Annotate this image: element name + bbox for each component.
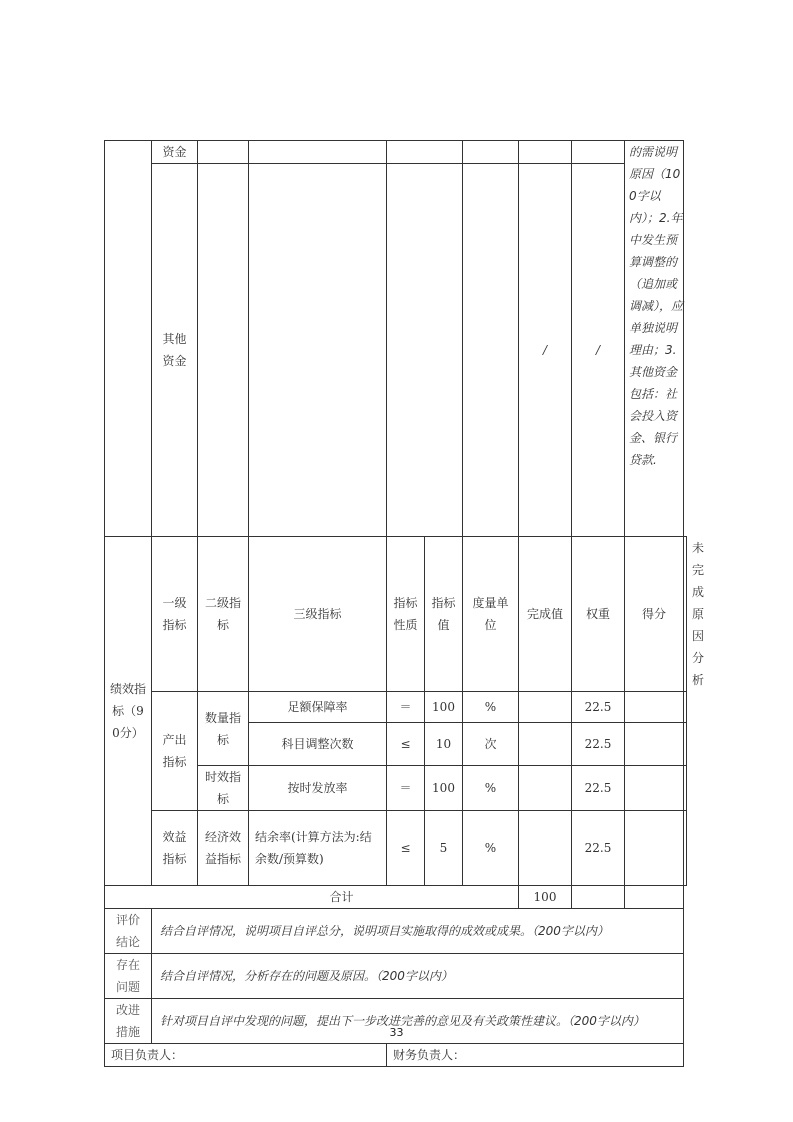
- target-value: 100: [425, 766, 463, 811]
- header-done: 完成值: [519, 537, 572, 692]
- indicator-row: [105, 692, 687, 723]
- page-number: 33: [389, 1026, 404, 1039]
- weight-value: 22.5: [572, 766, 625, 811]
- weight-value: 22.5: [572, 692, 625, 723]
- header-unit: 度量单位: [463, 537, 519, 692]
- done-value: [519, 723, 572, 766]
- level3-text: 科目调整次数: [249, 723, 387, 766]
- header-nature: 指标性质: [387, 537, 425, 692]
- done-value: [519, 766, 572, 811]
- reason-value: [684, 811, 687, 886]
- level3-text: 按时发放率: [249, 766, 387, 811]
- done-value: [519, 692, 572, 723]
- done-value: [519, 811, 572, 886]
- funds-note: 的需说明原因（100字以内）；2.年中发生预算调整的（追加或调减），应单独说明理由；3.其他资金包括：社会投入资金、银行贷款.: [625, 141, 684, 537]
- total-label: 合计: [105, 886, 519, 909]
- unit-value: %: [463, 811, 519, 886]
- unit-value: 次: [463, 723, 519, 766]
- finance-lead-field[interactable]: 财务负责人：: [387, 1044, 684, 1067]
- reason-value: [684, 766, 687, 811]
- reason-value: [684, 723, 687, 766]
- header-level3: 三级指标: [249, 537, 387, 692]
- level2-quantity: 数量指标: [198, 692, 249, 766]
- other-funds-slash-score: /: [572, 164, 625, 537]
- other-funds-label: 其他资金: [152, 164, 198, 537]
- nature-value: ＝: [387, 692, 425, 723]
- measures-text: 针对项目自评中发现的问题，提出下一步改进完善的意见及有关政策性建议。（200字以内）: [152, 999, 684, 1044]
- target-value: 100: [425, 692, 463, 723]
- header-reason: 未完成原因分析: [684, 537, 687, 692]
- conclusion-label: 评价结论: [105, 909, 152, 954]
- funds-label: 资金: [152, 141, 198, 164]
- target-value: 10: [425, 723, 463, 766]
- score-value: [625, 811, 684, 886]
- unit-value: %: [463, 692, 519, 723]
- score-value: [625, 723, 684, 766]
- header-score: 得分: [625, 537, 684, 692]
- weight-value: 22.5: [572, 811, 625, 886]
- level3-text: 结余率(计算方法为:结余数/预算数): [249, 811, 387, 886]
- level2-timeliness: 时效指标: [198, 766, 249, 811]
- score-value: [625, 766, 684, 811]
- level2-economic: 经济效益指标: [198, 811, 249, 886]
- nature-value: ≤: [387, 811, 425, 886]
- level1-benefit: 效益指标: [152, 811, 198, 886]
- header-level1: 一级指标: [152, 537, 198, 692]
- header-value: 指标值: [425, 537, 463, 692]
- header-level2: 二级指标: [198, 537, 249, 692]
- other-funds-slash-weight: /: [519, 164, 572, 537]
- self-evaluation-table: [104, 140, 705, 1067]
- performance-section-label: 绩效指标（90分）: [105, 537, 152, 886]
- indicator-row: [105, 811, 687, 886]
- nature-value: ＝: [387, 766, 425, 811]
- total-row: [105, 886, 687, 909]
- weight-value: 22.5: [572, 723, 625, 766]
- level1-output: 产出指标: [152, 692, 198, 811]
- signature-row: [105, 1044, 687, 1067]
- nature-value: ≤: [387, 723, 425, 766]
- measures-label: 改进措施: [105, 999, 152, 1044]
- problems-text: 结合自评情况，分析存在的问题及原因。（200字以内）: [152, 954, 684, 999]
- reason-value: [684, 692, 687, 723]
- unit-value: %: [463, 766, 519, 811]
- funds-section-cell: [105, 141, 152, 537]
- header-weight: 权重: [572, 537, 625, 692]
- level3-text: 足额保障率: [249, 692, 387, 723]
- total-weight: 100: [519, 886, 572, 909]
- score-value: [625, 692, 684, 723]
- target-value: 5: [425, 811, 463, 886]
- conclusion-text: 结合自评情况，说明项目自评总分，说明项目实施取得的成效或成果。（200字以内）: [152, 909, 684, 954]
- project-lead-field[interactable]: 项目负责人：: [105, 1044, 387, 1067]
- problems-label: 存在问题: [105, 954, 152, 999]
